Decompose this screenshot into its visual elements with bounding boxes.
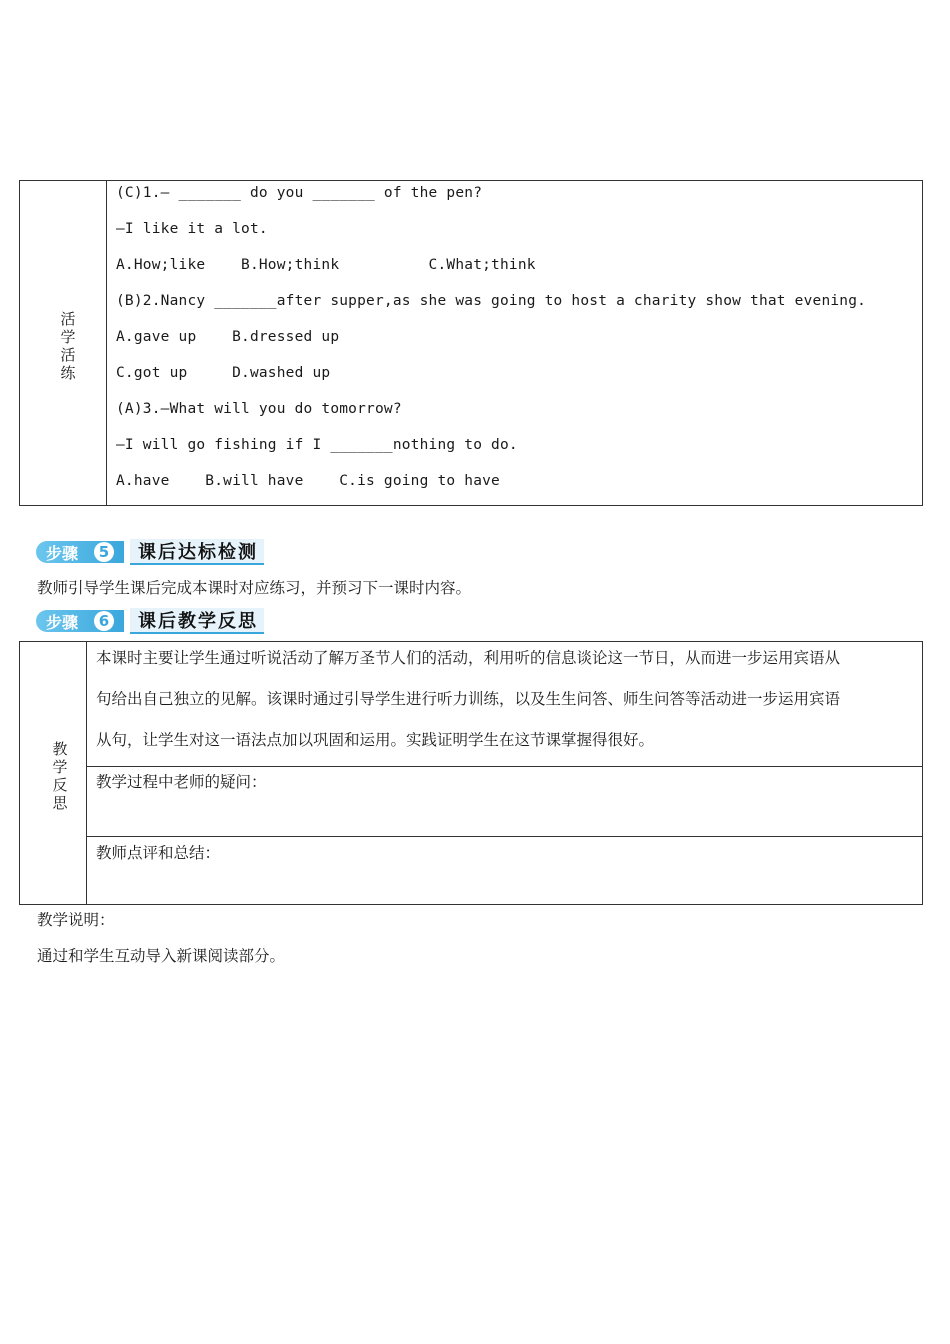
reflection-label: 教学反思 xyxy=(52,740,68,812)
reflection-row-divider-2 xyxy=(86,836,923,837)
practice-line-7: (A)3.—What will you do tomorrow? xyxy=(116,401,402,417)
notes-text: 通过和学生互动导入新课阅读部分。 xyxy=(37,947,286,965)
step6-banner xyxy=(36,608,264,634)
reflection-line-1: 本课时主要让学生通过听说活动了解万圣节人们的活动，利用听的信息谈论这一节日，从而进一步运用宾语从 xyxy=(96,649,841,667)
step5-title: 课后达标检测 xyxy=(130,539,264,565)
notes-heading: 教学说明： xyxy=(37,911,115,929)
teacher-summary-label: 教师点评和总结： xyxy=(96,844,221,862)
step5-banner xyxy=(36,539,264,565)
step5-text: 教师引导学生课后完成本课时对应练习，并预习下一课时内容。 xyxy=(37,579,472,597)
practice-label: 活学活练 xyxy=(60,310,76,382)
step6-badge xyxy=(36,610,124,632)
reflection-line-2: 句给出自己独立的见解。该课时通过引导学生进行听力训练，以及生生问答、师生问答等活动进一步运用宾语 xyxy=(96,690,841,708)
practice-table-divider xyxy=(106,180,107,506)
step6-badge-text: 步骤 xyxy=(46,612,79,632)
practice-line-1: (C)1.— _______ do you _______ of the pen? xyxy=(116,185,483,201)
reflection-row-divider-1 xyxy=(86,766,923,767)
reflection-line-3: 从句，让学生对这一语法点加以巩固和运用。实践证明学生在这节课掌握得很好。 xyxy=(96,731,655,749)
step5-badge-text: 步骤 xyxy=(46,543,79,563)
practice-line-2: —I like it a lot. xyxy=(116,221,268,237)
practice-line-3: A.How;like B.How;think C.What;think xyxy=(116,257,536,273)
practice-line-5: A.gave up B.dressed up xyxy=(116,329,340,345)
practice-line-8: —I will go fishing if I _______nothing to do. xyxy=(116,437,518,453)
practice-line-4: (B)2.Nancy _______after supper,as she was going to host a charity show that evening. xyxy=(116,293,867,309)
step5-badge xyxy=(36,541,124,563)
step6-title: 课后教学反思 xyxy=(130,608,264,634)
teacher-question-label: 教学过程中老师的疑问： xyxy=(96,773,267,791)
practice-line-9: A.have B.will have C.is going to have xyxy=(116,473,500,489)
practice-line-6: C.got up D.washed up xyxy=(116,365,331,381)
reflection-table-divider xyxy=(86,641,87,905)
step6-number: 6 xyxy=(94,611,114,631)
step5-number: 5 xyxy=(94,542,114,562)
